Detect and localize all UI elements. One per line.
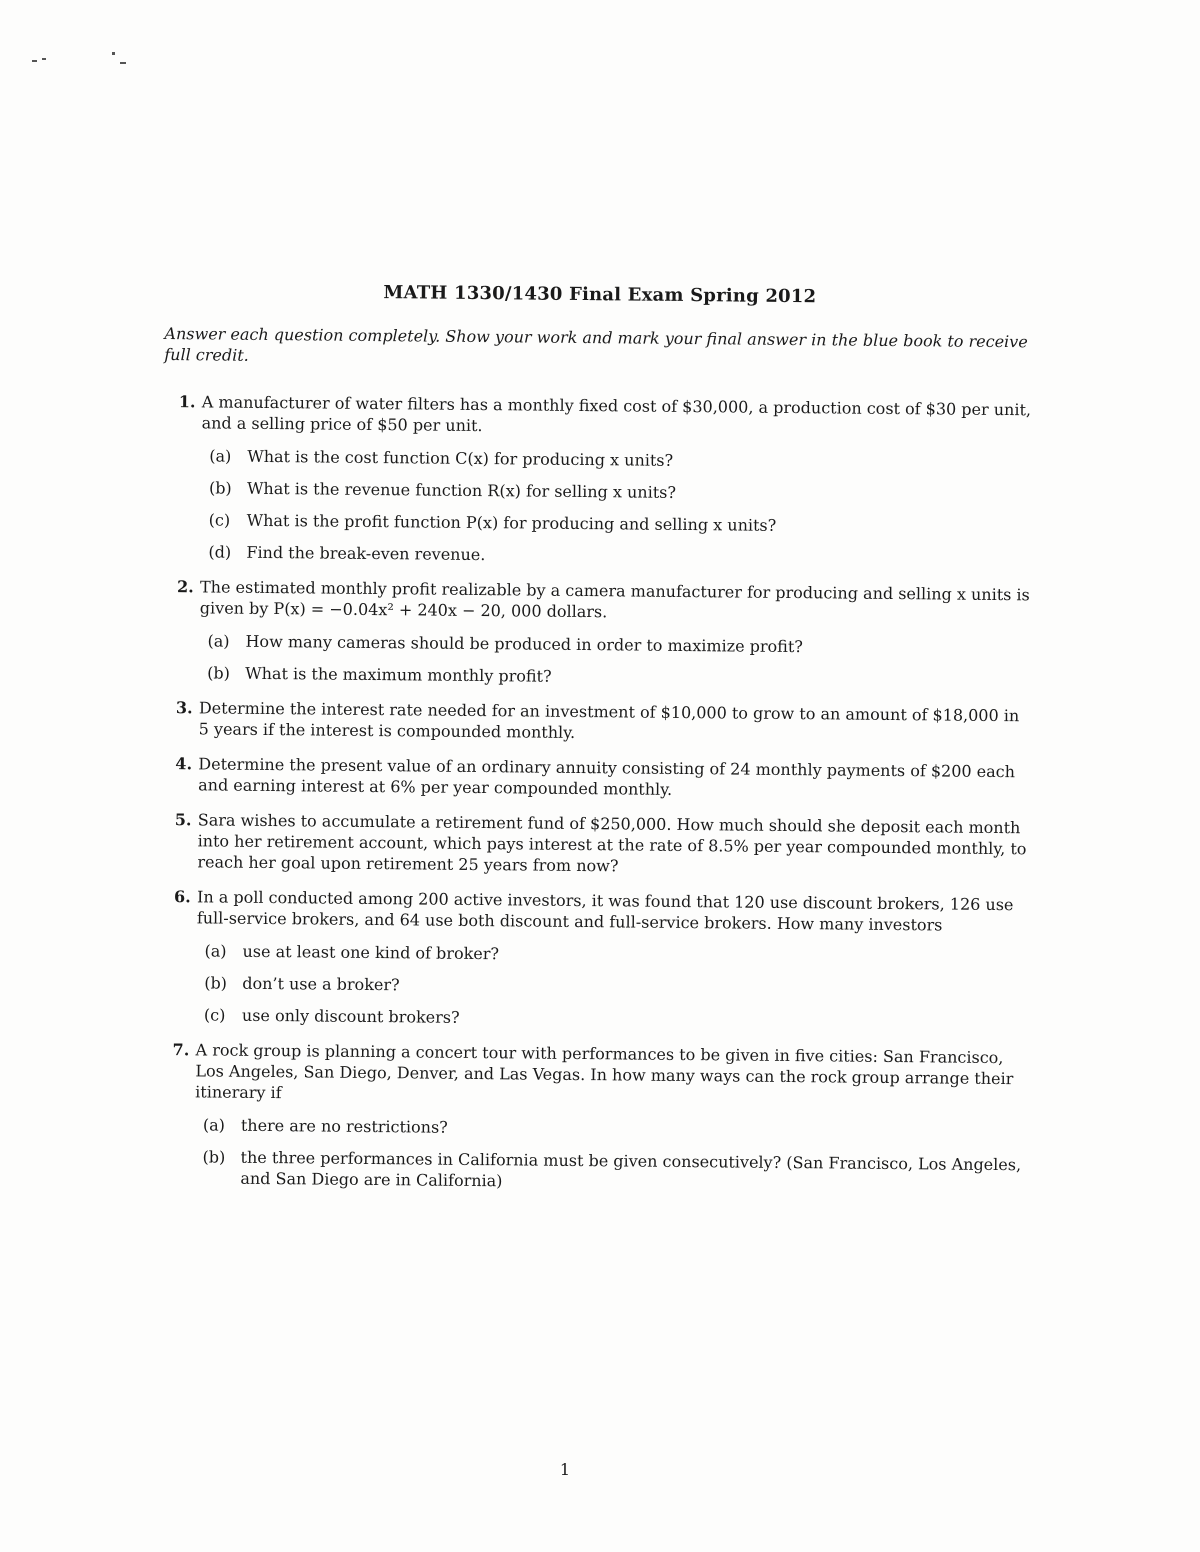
part-label: (b) xyxy=(204,973,228,993)
scan-speck xyxy=(112,52,115,55)
scan-speck xyxy=(32,60,37,62)
problem-parts xyxy=(196,940,1029,1033)
problem-text: A manufacturer of water filters has a monthly fixed cost of $30,000, a production cost of $30 per unit, and a selling price of $50 per unit. xyxy=(201,392,1032,436)
problem-2 xyxy=(161,576,1032,691)
problem-part xyxy=(195,1114,1027,1143)
problem-part xyxy=(201,509,1033,538)
problem-number: 6. xyxy=(173,887,191,907)
part-text: Find the break-even revenue. xyxy=(246,542,486,565)
part-text: What is the profit function P(x) for producing and selling x units? xyxy=(246,510,777,535)
exam-instructions: Answer each question completely. Show your work and mark your final answer in the blue book to receive full credit. xyxy=(164,323,1028,365)
problem-number: 7. xyxy=(172,1040,190,1060)
problem-4 xyxy=(160,753,1030,803)
problem-number: 3. xyxy=(175,698,193,718)
part-text: What is the cost function C(x) for producing x units? xyxy=(247,446,674,470)
problem-number: 4. xyxy=(175,754,193,774)
problem-list xyxy=(156,391,1034,1196)
problem-text: The estimated monthly profit realizable by a camera manufacturer for producing and selling x units is given by P(x) = −0.04x² + 240x − 20, 000 dollars. xyxy=(199,577,1030,622)
part-text: don’t use a broker? xyxy=(242,973,400,995)
problem-part xyxy=(199,662,1031,691)
problem-text: Sara wishes to accumulate a retirement fund of $250,000. How much should she deposit each month into her retirement account, which pays interest at the rate of 8.5% per year compounded monthly, to reach her goal upon retirement 25 years from now? xyxy=(197,810,1027,876)
page-number: 1 xyxy=(559,1460,571,1479)
problem-text: Determine the present value of an ordinary annuity consisting of 24 monthly payments of $200 each and earning interest at 6% per year compounded monthly. xyxy=(198,754,1016,799)
exam-content xyxy=(156,280,1035,1210)
problem-part xyxy=(196,1004,1028,1033)
problem-part xyxy=(200,541,1032,570)
part-label: (a) xyxy=(207,631,230,651)
part-label: (a) xyxy=(202,1115,226,1135)
exam-title: MATH 1330/1430 Final Exam Spring 2012 xyxy=(383,282,817,308)
part-label: (b) xyxy=(202,1147,226,1167)
problem-parts xyxy=(199,630,1031,691)
problem-5 xyxy=(159,809,1030,880)
problem-part xyxy=(201,445,1033,474)
problem-6 xyxy=(158,886,1029,1033)
problem-part xyxy=(201,477,1033,506)
part-label: (a) xyxy=(209,446,232,466)
part-text: the three performances in California must be given consecutively? (San Francisco, Los Angeles, and San Diego are in California) xyxy=(240,1147,1022,1191)
part-label: (b) xyxy=(208,478,232,498)
problem-text: A rock group is planning a concert tour with performances to be given in five cities: San Francisco, Los Angeles, San Diego, Denver, and Las Vegas. In how many ways can the rock group arrange their itinerary if xyxy=(195,1040,1014,1103)
problem-number: 5. xyxy=(174,810,192,830)
part-text: How many cameras should be produced in order to maximize profit? xyxy=(245,631,803,657)
part-text: use only discount brokers? xyxy=(241,1005,460,1027)
problem-number: 1. xyxy=(178,392,196,412)
part-label: (d) xyxy=(208,542,232,562)
part-label: (b) xyxy=(207,663,231,683)
problem-3 xyxy=(161,697,1031,747)
part-text: What is the maximum monthly profit? xyxy=(245,663,552,686)
problem-parts xyxy=(200,445,1033,570)
problem-1 xyxy=(162,391,1034,570)
part-label: (c) xyxy=(208,510,231,530)
part-text: there are no restrictions? xyxy=(240,1115,448,1137)
problem-7 xyxy=(156,1039,1027,1196)
problem-number: 2. xyxy=(176,577,194,597)
part-label: (c) xyxy=(203,1005,226,1025)
scan-speck xyxy=(120,62,126,64)
problem-part xyxy=(199,630,1031,659)
problem-parts xyxy=(194,1114,1027,1196)
part-label: (a) xyxy=(204,941,227,961)
problem-part xyxy=(196,972,1028,1001)
problem-text: Determine the interest rate needed for an investment of $10,000 to grow to an amount of $18,000 in 5 years if the interest is compounded monthly. xyxy=(198,698,1020,742)
problem-part xyxy=(194,1146,1026,1196)
scan-speck xyxy=(42,58,46,60)
problem-part xyxy=(196,940,1028,969)
problem-text: In a poll conducted among 200 active investors, it was found that 120 use discount brokers, 126 use full-service brokers, and 64 use both discount and full-service brokers. How many investors xyxy=(196,887,1014,935)
part-text: What is the revenue function R(x) for selling x units? xyxy=(246,478,677,502)
part-text: use at least one kind of broker? xyxy=(242,941,500,964)
